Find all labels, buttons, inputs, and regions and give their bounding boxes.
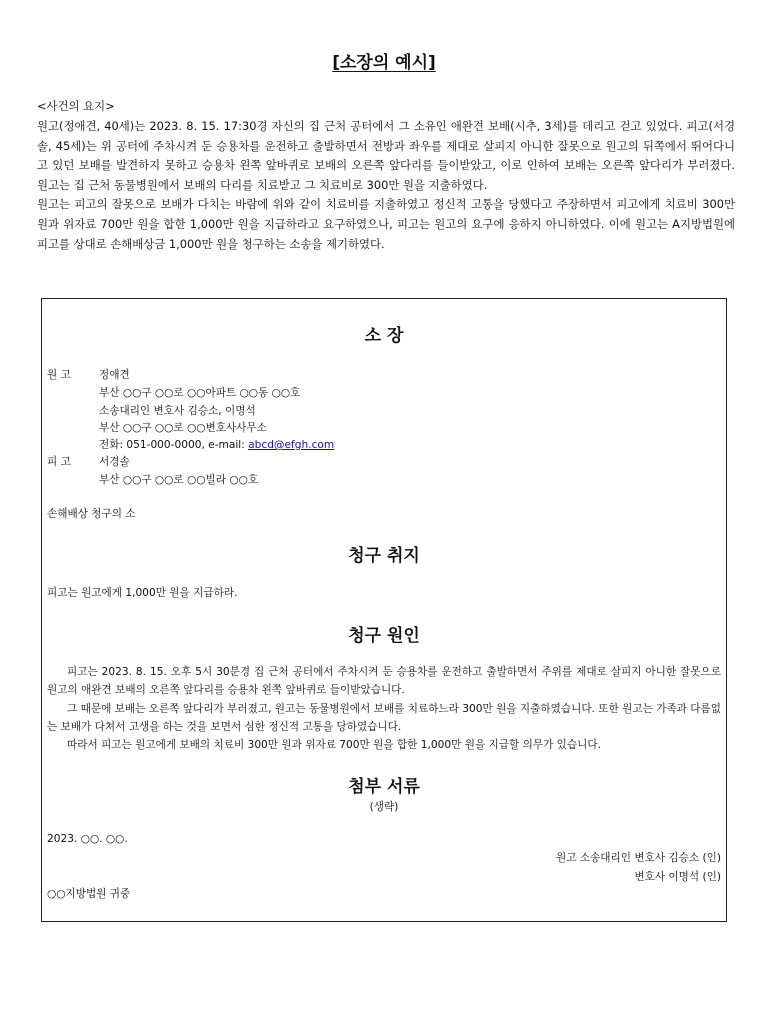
document-title — [0, 48, 768, 73]
complaint-document — [41, 298, 727, 922]
complaint-title: 소 장 — [364, 326, 404, 346]
cause-paragraph-2: 그 때문에 보배는 오른쪽 앞다리가 부러졌고, 원고는 동물병원에서 보배를 치료하느라 300만 원을 지출하였습니다. 또한 원고는 가족과 다름없는 보배가 다쳐서 고생을 하는 것을 보면서 심한 정신적 고통을 당하였습니다. — [47, 703, 721, 733]
defendant-label: 피 고 — [47, 456, 71, 468]
claim-heading: 청구 취지 — [348, 546, 420, 566]
case-summary-paragraph-1: 원고(정애견, 40세)는 2023. 8. 15. 17:30경 자신의 집 근처 공터에서 그 소유인 애완견 보배(시추, 3세)를 데리고 걷고 있었다. 피고(서경솔, 45세)는 위 공터에 주차시켜 둔 승용차를 운전하고 출발하면서 전방과 좌우를 제대로 살피지 아니한 잘못으로 원고의 뒤쪽에서 뛰어다니고 있던 보배를 발견하지 못하고 승용차 왼쪽 앞바퀴로 보배의 오른쪽 앞다리를 들이받았고, 이로 인하여 보배는 오른쪽 앞다리가 부러졌다. 원고는 집 근처 동물병원에서 보배의 다리를 치료받고 그 치료비로 300만 원을 지출하였다. — [37, 119, 735, 192]
contact-text: 전화: 051-000-0000, e-mail: — [99, 439, 249, 451]
cause-heading: 청구 원인 — [348, 626, 420, 646]
defendant-name: 서경솔 — [99, 456, 130, 468]
email-link[interactable]: abcd@efgh.com — [248, 439, 335, 451]
plaintiff-name: 정애견 — [99, 369, 130, 381]
cause-paragraph-3: 따라서 피고는 원고에게 보배의 치료비 300만 원과 위자료 700만 원을 합한 1,000만 원을 지급할 의무가 있습니다. — [67, 739, 601, 751]
claim-text: 피고는 원고에게 1,000만 원을 지급하라. — [47, 587, 238, 599]
attorney-contact — [99, 437, 334, 452]
document-title-text: [소장의 예시] — [332, 53, 436, 73]
case-summary-heading: <사건의 요지> — [37, 99, 115, 113]
court-addressee: ○○지방법원 귀중 — [47, 888, 131, 900]
plaintiff-attorney: 소송대리인 변호사 김승소, 이명석 — [99, 405, 256, 417]
attachments-note: (생략) — [369, 801, 399, 813]
signature-line-1: 원고 소송대리인 변호사 김승소 (인) — [555, 852, 721, 864]
plaintiff-address: 부산 ○○구 ○○로 ○○아파트 ○○동 ○○호 — [99, 387, 301, 399]
case-summary — [37, 97, 735, 254]
signature-line-2: 변호사 이명석 (인) — [634, 871, 721, 883]
case-name: 손해배상 청구의 소 — [47, 508, 136, 520]
cause-paragraph-1: 피고는 2023. 8. 15. 오후 5시 30분경 집 근처 공터에서 주차시켜 둔 승용차를 운전하고 출발하면서 주위를 제대로 살피지 아니한 잘못으로 원고의 애완견 보배의 오른쪽 앞다리를 승용차 왼쪽 앞바퀴로 들이받았습니다. — [47, 666, 721, 696]
attorney-office-address: 부산 ○○구 ○○로 ○○변호사사무소 — [99, 422, 267, 434]
filing-date: 2023. ○○. ○○. — [47, 833, 128, 845]
attachments-heading: 첨부 서류 — [348, 777, 420, 797]
defendant-address: 부산 ○○구 ○○로 ○○빌라 ○○호 — [99, 474, 259, 486]
plaintiff-label: 원 고 — [47, 369, 71, 381]
case-summary-paragraph-2: 원고는 피고의 잘못으로 보배가 다치는 바람에 위와 같이 치료비를 지출하였고 정신적 고통을 당했다고 주장하면서 피고에게 치료비 300만 원과 위자료 700만 원을 합한 1,000만 원을 지급하라고 요구하였으나, 피고는 원고의 요구에 응하지 아니하였다. 이에 원고는 A지방법원에 피고를 상대로 손해배상금 1,000만 원을 청구하는 소송을 제기하였다. — [37, 197, 735, 251]
